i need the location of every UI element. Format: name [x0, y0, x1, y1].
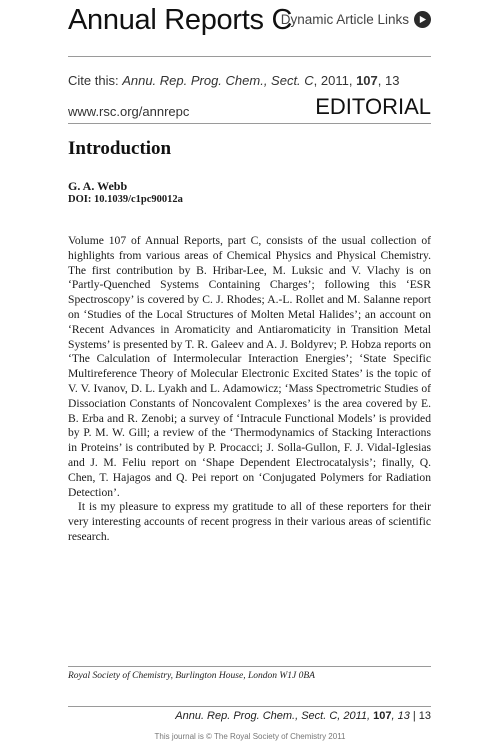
dynamic-article-links-label[interactable]: Dynamic Article Links	[280, 12, 409, 27]
footer-separator: |	[412, 710, 416, 722]
footer-volume: 107	[373, 710, 392, 722]
journal-url[interactable]: www.rsc.org/annrepc	[68, 104, 190, 119]
footer-page: , 13	[391, 710, 410, 722]
section-rule	[68, 123, 431, 124]
citation-journal: Annu. Rep. Prog. Chem., Sect. C	[122, 73, 314, 88]
citation-prefix: Cite this:	[68, 73, 123, 88]
copyright-notice: This journal is © The Royal Society of Chemistry 2011	[154, 732, 346, 741]
citation-volume: 107	[356, 73, 378, 88]
article-title: Introduction	[68, 138, 172, 159]
footer-page-number: 13	[418, 710, 431, 722]
article-doi[interactable]: DOI: 10.1039/c1pc90012a	[68, 194, 183, 205]
citation-year: , 2011,	[313, 73, 357, 88]
citation-page: , 13	[377, 73, 400, 88]
article-author: G. A. Webb	[68, 179, 128, 193]
header-rule	[68, 56, 431, 57]
footer-journal: Annu. Rep. Prog. Chem., Sect. C	[175, 710, 338, 722]
journal-title: Annual Reports C	[68, 4, 293, 36]
body-paragraph: Volume 107 of Annual Reports, part C, consists of the usual collection of highlights from various areas of Chemical Physics and Physical Chemistry. The first contribution by B. Hribar-Lee, M. Luksic and V. Vlachy is on ‘Partly-Quenched Systems Containing Charges’; following this ‘ESR Spectroscopy’ is covered by C. J. Rhodes; A.-L. Rollet and M. Salanne report on ‘Studies of the Local Structures of Molten Metal Halides’; an account on ‘Recent Advances in Aromaticity and Antiaromaticity in Transition Metal Systems’ is presented by T. R. Galeev and A. J. Boldyrev; P. Hobza reports on ‘The Calculation of Intermolecular Interaction Energies’; ‘State Specific Multireference Theory of Molecular Electronic Excited States’ is the topic of V. V. Ivanov, D. L. Lyakh and L. Adamowicz; ‘Mass Spectrometric Studies of Dissociation Constants of Noncovalent Complexes’ is the area covered by E. B. Erba and R. Zenobi; a survey of ‘Intracule Functional Models’ is provided by P. M. W. Gill; a review of the ‘Thermodynamics of Stacking Interactions in Proteins’ is contributed by P. Procacci; J. Solla-Gullon, F. J. Vidal-Iglesias and J. M. Feliu report on ‘Shape Dependent Electrocatalysis’; finally, Q. Chen, T. Hajagos and Q. Pei report on ‘Conjugated Polymers for Radiation Detection’.	[68, 234, 431, 499]
citation-line	[68, 73, 399, 88]
footer-year: , 2011,	[337, 710, 374, 722]
publisher-address: Royal Society of Chemistry, Burlington House, London W1J 0BA	[68, 671, 315, 681]
body-paragraph: It is my pleasure to express my gratitude to all of these reporters for their very interesting accounts of recent progress in their various areas of scientific research.	[68, 500, 431, 543]
address-rule	[68, 666, 431, 667]
dynamic-article-links[interactable]	[281, 11, 431, 28]
footer-rule	[68, 706, 431, 707]
footer-citation	[175, 710, 431, 722]
play-circle-icon[interactable]	[414, 11, 431, 28]
article-body	[68, 234, 431, 545]
section-label: EDITORIAL	[315, 94, 431, 119]
